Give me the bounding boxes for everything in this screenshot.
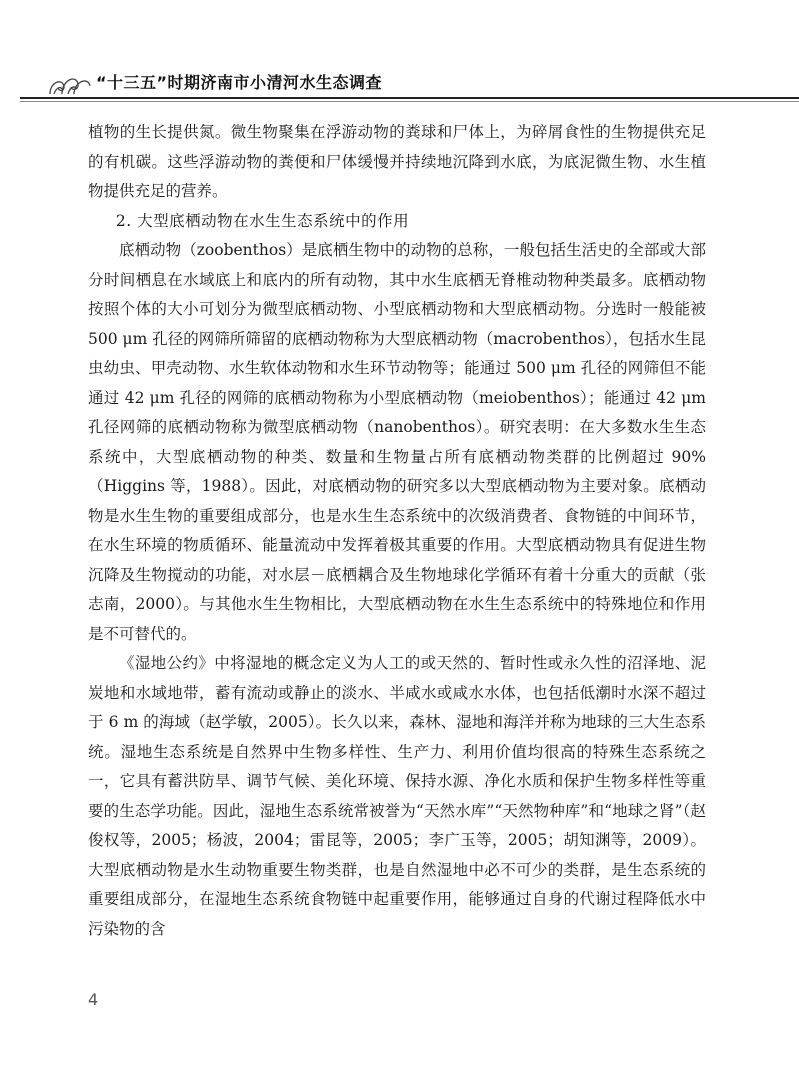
header-rule-thin [20,101,799,102]
paragraph-wetland: 《湿地公约》中将湿地的概念定义为人工的或天然的、暂时性或永久性的沼泽地、泥炭地和水域地带，蓄有流动或静止的淡水、半咸水或咸水水体，也包括低潮时水深不超过于 6 m 的海域（赵学敏，2005）。长久以来，森林、湿地和海洋并称为地球的三大生态系统。湿地生态系统是自然界中生物多样性、生产力、利用价值均很高的特殊生态系统之一，它具有蓄洪防旱、调节气候、美化环境、保持水源、净化水质和保护生物多样性等重要的生态学功能。因此，湿地生态系统常被誉为“天然水库”“天然物种库”和“地球之肾”（赵俊权等，2005；杨波，2004；雷昆等，2005；李广玉等，2005；胡知渊等，2009）。大型底栖动物是水生动物重要生物类群，也是自然湿地中必不可少的类群，是生态系统的重要组成部分，在湿地生态系统食物链中起重要作用，能够通过自身的代谢过程降低水中污染物的含 [88,654,706,938]
paragraph-continued: 植物的生长提供氮。微生物聚集在浮游动物的粪球和尸体上，为碎屑食性的生物提供充足的有机碳。这些浮游动物的粪便和尸体缓慢并持续地沉降到水底，为底泥微生物、水生植物提供充足的营养。 [88,123,706,200]
section-subheading: 2. 大型底栖动物在水生生态系统中的作用 [115,211,410,230]
paragraph-zoobenthos: 底栖动物（zoobenthos）是底栖生物中的动物的总称，一般包括生活史的全部或大部分时间栖息在水域底上和底内的所有动物，其中水生底栖无脊椎动物种类最多。底栖动物按照个体的大小可划分为微型底栖动物、小型底栖动物和大型底栖动物。分选时一般能被 500 μm 孔径的网筛所筛留的底栖动物称为大型底栖动物（macrobenthos），包括水生昆虫幼虫、甲壳动物、水生软体动物和水生环节动物等；能通过 500 μm 孔径的网筛但不能通过 42 μm 孔径的网筛的底栖动物称为小型底栖动物（meiobenthos）；能通过 42 μm 孔径网筛的底栖动物称为微型底栖动物（nanobenthos）。研究表明：在大多数水生生态系统中，大型底栖动物的种类、数量和生物量占所有底栖动物类群的比例超过 90%（Higgins 等，1988）。因此，对底栖动物的研究多以大型底栖动物为主要对象。底栖动物是水生生物的重要组成部分，也是水生生态系统中的次级消费者、食物链的中间环节，在水生环境的物质循环、能量流动中发挥着极其重要的作用。大型底栖动物具有促进生物沉降及生物搅动的功能，对水层－底栖耦合及生物地球化学循环有着十分重大的贡献（张志南，2000）。与其他水生生物相比，大型底栖动物在水生生态系统中的特殊地位和作用是不可替代的。 [88,241,706,643]
page-number: 4 [88,990,99,1009]
wave-ornament-icon [48,68,92,96]
body-text [88,118,706,944]
running-header [0,0,799,106]
header-rule [20,97,799,99]
running-header-title: “十三五”时期济南市小清河水生态调查 [96,73,383,92]
